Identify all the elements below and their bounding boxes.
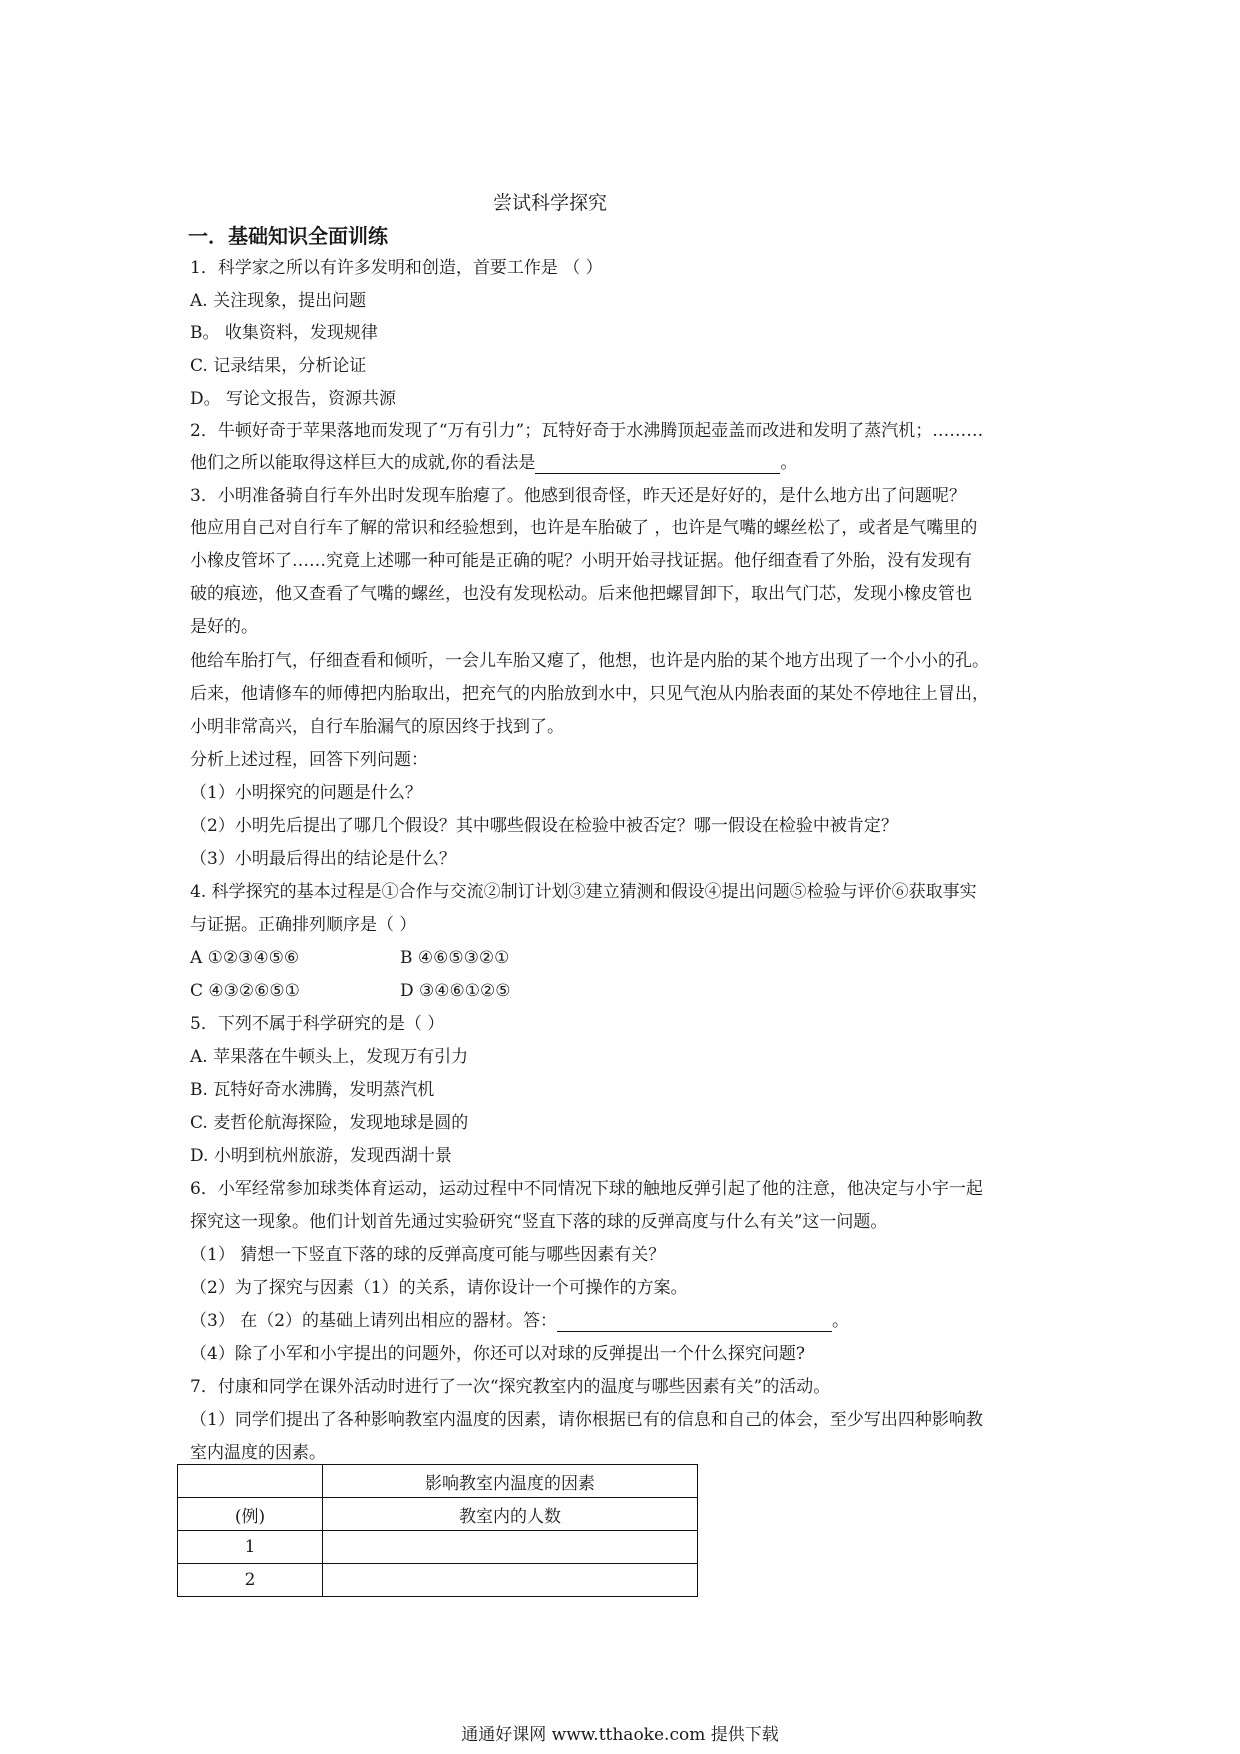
- q6-line1: 6．小军经常参加球类体育运动，运动过程中不同情况下球的触地反弹引起了他的注意，他决定与小宇一起: [190, 1179, 983, 1199]
- q6-sub-3: [190, 1310, 849, 1332]
- q6-sub3-end: 。: [832, 1311, 850, 1331]
- table-answer-cell[interactable]: [323, 1531, 698, 1564]
- q5-option-c: C. 麦哲伦航海探险，发现地球是圆的: [190, 1113, 469, 1133]
- q3-line-4: 破的痕迹，他又查看了气嘴的螺丝，也没有发现松动。后来他把螺冒卸下，取出气门芯，发现小橡皮管也: [190, 584, 972, 604]
- q7-line1: 7．付康和同学在课外活动时进行了一次“探究教室内的温度与哪些因素有关”的活动。: [190, 1377, 831, 1397]
- q5-stem: 5．下列不属于科学研究的是（ ）: [190, 1014, 445, 1034]
- q4-line1: 4. 科学探究的基本过程是①合作与交流②制订计划③建立猜测和假设④提出问题⑤检验与评价⑥获取事实: [190, 882, 977, 902]
- q7-sub1-line1: （1）同学们提出了各种影响教室内温度的因素，请你根据已有的信息和自己的体会，至少写出四种影响教: [190, 1410, 983, 1430]
- q1-option-c: C. 记录结果，分析论证: [190, 356, 367, 376]
- q3-line-6: 他给车胎打气，仔细查看和倾听，一会儿车胎又瘪了，他想，也许是内胎的某个地方出现了一个小小的孔。: [190, 651, 989, 671]
- q5-option-a: A. 苹果落在牛顿头上，发现万有引力: [190, 1047, 469, 1067]
- q2-prompt: 他们之所以能取得这样巨大的成就,你的看法是: [190, 453, 536, 473]
- q3-line-7: 后来，他请修车的师傅把内胎取出，把充气的内胎放到水中，只见气泡从内胎表面的某处不停地往上冒出，: [190, 684, 989, 704]
- q4-line2: 与证据。正确排列顺序是（ ）: [190, 915, 417, 935]
- table-cell: 1: [178, 1531, 323, 1564]
- table-row: [178, 1531, 698, 1564]
- q3-sub-2: （2）小明先后提出了哪几个假设？其中哪些假设在检验中被否定？哪一假设在检验中被肯定？: [190, 816, 898, 836]
- q3-line-5: 是好的。: [190, 617, 258, 637]
- q3-line-3: 小橡皮管坏了……究竟上述哪一种可能是正确的呢？小明开始寻找证据。他仔细查看了外胎，没有发现有: [190, 551, 972, 571]
- q1-option-d: D。 写论文报告，资源共源: [190, 389, 397, 409]
- q3-line-8: 小明非常高兴，自行车胎漏气的原因终于找到了。: [190, 717, 564, 737]
- q6-sub-1: （1） 猜想一下竖直下落的球的反弹高度可能与哪些因素有关？: [190, 1245, 666, 1265]
- table-row: [178, 1564, 698, 1597]
- table-header-row: [178, 1465, 698, 1498]
- q3-line-9: 分析上述过程，回答下列问题：: [190, 750, 428, 770]
- q6-sub-2: （2）为了探究与因素（1）的关系，请你设计一个可操作的方案。: [190, 1278, 688, 1298]
- table-cell: (例): [178, 1498, 323, 1531]
- q3-sub-3: （3）小明最后得出的结论是什么？: [190, 849, 456, 869]
- q1-stem: 1．科学家之所以有许多发明和创造，首要工作是 （ ）: [190, 258, 603, 278]
- q3-line-1: 3．小明准备骑自行车外出时发现车胎瘪了。他感到很奇怪，昨天还是好好的，是什么地方出了问题呢？: [190, 486, 966, 506]
- q5-option-b: B. 瓦特好奇水沸腾，发明蒸汽机: [190, 1080, 435, 1100]
- q4-option-b: B ④⑥⑤③②①: [400, 948, 510, 968]
- table-cell: 教室内的人数: [323, 1498, 698, 1531]
- q6-sub3-prompt: （3） 在（2）的基础上请列出相应的器材。答：: [190, 1311, 558, 1331]
- q3-sub-1: （1）小明探究的问题是什么？: [190, 783, 422, 803]
- q4-option-a: A ①②③④⑤⑥: [190, 948, 300, 968]
- q6-line2: 探究这一现象。他们计划首先通过实验研究“竖直下落的球的反弹高度与什么有关”这一问题。: [190, 1212, 888, 1232]
- table-row: [178, 1498, 698, 1531]
- q5-option-d: D. 小明到杭州旅游，发现西湖十景: [190, 1146, 452, 1166]
- table-answer-cell[interactable]: [323, 1564, 698, 1597]
- factors-table: [177, 1464, 698, 1597]
- page-footer: 通通好课网 www.tthaoke.com 提供下载: [461, 1725, 779, 1745]
- q1-option-a: A. 关注现象，提出问题: [190, 291, 367, 311]
- q2-end: 。: [780, 453, 798, 473]
- q6-answer-blank[interactable]: [557, 1313, 832, 1332]
- q2-answer-blank[interactable]: [535, 455, 780, 474]
- q3-line-2: 他应用自己对自行车了解的常识和经验想到，也许是车胎破了 ，也许是气嘴的螺丝松了，或者是气嘴里的: [190, 518, 978, 538]
- page-title: 尝试科学探究: [492, 192, 607, 214]
- table-header-cell: 影响教室内温度的因素: [323, 1465, 698, 1498]
- table-header-cell: [178, 1465, 323, 1498]
- table-cell: 2: [178, 1564, 323, 1597]
- q6-sub-4: （4）除了小军和小宇提出的问题外，你还可以对球的反弹提出一个什么探究问题?: [190, 1344, 805, 1364]
- q4-option-c: C ④③②⑥⑤①: [190, 981, 300, 1001]
- q1-option-b: B。 收集资料，发现规律: [190, 323, 378, 343]
- q2-line1: 2．牛顿好奇于苹果落地而发现了“万有引力”；瓦特好奇于水沸腾顶起壶盖而改进和发明了蒸汽机；………: [190, 421, 984, 441]
- q7-sub1-line2: 室内温度的因素。: [190, 1443, 326, 1463]
- q2-line2: [190, 452, 797, 474]
- q4-option-d: D ③④⑥①②⑤: [400, 981, 511, 1001]
- section-heading: 一．基础知识全面训练: [188, 224, 388, 248]
